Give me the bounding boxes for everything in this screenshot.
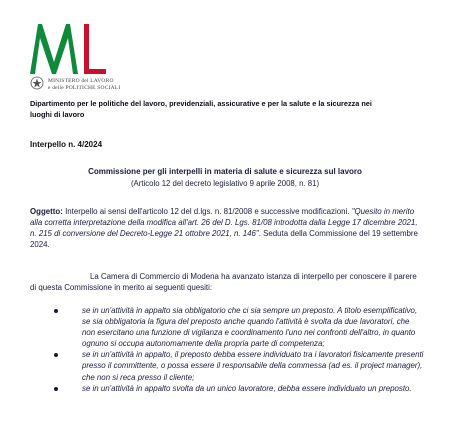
ministry-name [48,78,120,91]
ministry-line-2: e delle POLITICHE SOCIALI [48,84,121,91]
ministry-line-1: MINISTERO del LAVORO [48,78,114,84]
interpello-number: Interpello n. 4/2024 [30,140,103,149]
department-heading: Dipartimento per le politiche del lavoro, previdenziali, assicurative e per la salute e la sicurezza nei luoghi di lavoro [30,99,372,119]
oggetto-quote: "Quesito in merito alla corretta interpretazione della modifica all'art. 26 del D. Lgs. 81/08 introdotta dalla Legge 17 dicembre 2021, n. 215 di conversione del Decreto-Legge 21 ottobre 2021, n. 146" [30,207,418,239]
logo-m-shape [30,24,78,74]
question-text: se in un'attività in appalto sia obbligatorio che ci sia sempre un preposto. A titolo esemplificativo, se sia obbligatoria la figura del preposto anche quando l'attività è svolta da due lavoratori, che non esercitano una funzione di vigilanza e coordinamento l'uno nei confronti dell'altro, in quanto ognuno si occupa autonomamente della propria parte di competenza; [82,306,418,349]
questions-list [54,305,424,394]
bullet-icon [54,353,58,357]
question-text: se in un'attività in appalto svolta da un unico lavoratore, debba essere individuato un preposto. [82,383,412,393]
bullet-icon [54,309,58,313]
oggetto-paragraph [30,206,422,250]
commission-title: Commissione per gli interpelli in materia di salute e sicurezza sul lavoro [88,167,362,176]
list-item [54,383,424,394]
intro-paragraph [30,271,424,293]
intro-text: La Camera di Commercio di Modena ha avanzato istanza di interpello per conoscere il parere di questa Commissione in merito ai seguenti quesiti: [30,272,417,293]
ministry-logo [28,22,108,82]
oggetto-text: Interpello ai sensi dell'articolo 12 del d.lgs. n. 81/2008 e successive modificazioni. [62,207,352,216]
commission-subtitle: (Articolo 12 del decreto legislativo 9 aprile 2008, n. 81) [130,179,320,188]
question-text: se in un'attività in appalto, il preposto debba essere individuato tra i lavoratori fisicamente presenti presso il committente, o possa essere il responsabile della commessa (ad es. il project manager), che non si reca presso il cliente; [82,350,424,382]
oggetto-label: Oggetto: [30,207,63,216]
list-item [54,305,424,349]
list-item [54,349,424,382]
italian-emblem-icon [30,76,44,90]
logo-l-shape [84,24,106,74]
oggetto-tail: . Seduta della Commissione del 19 settembre 2024. [30,229,418,250]
bullet-icon [54,387,58,391]
